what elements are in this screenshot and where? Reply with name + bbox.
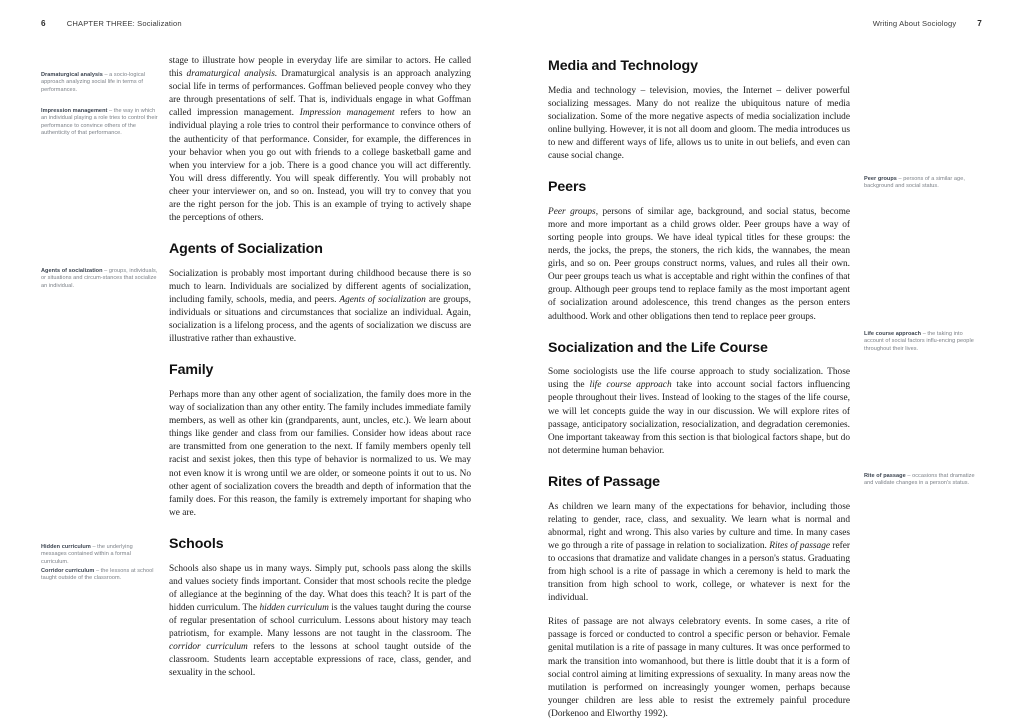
left-text-column <box>169 55 471 680</box>
heading-peers: Peers <box>548 179 587 196</box>
margin-note-definition: – the taking into account of social factors influ-encing people throughout their lives. <box>864 331 974 352</box>
paragraph-agents <box>169 268 471 347</box>
margin-note-rite-of-passage <box>864 473 982 488</box>
paragraph-dramaturgy <box>169 55 471 225</box>
heading-family: Family <box>169 362 214 379</box>
margin-note-life-course-approach <box>864 331 982 353</box>
italic-term-corridor-curriculum: corridor curriculum <box>169 642 248 653</box>
margin-note-definition: – the way in which an individual playing a role tries to control their performance to convince others of the authenticity of that performance. <box>41 108 158 137</box>
right-text-column <box>548 55 850 721</box>
italic-term-dramaturgical-analysis: dramaturgical analysis. <box>186 69 278 80</box>
paragraph-rites-2: Rites of passage are not always celebratory events. In some cases, a rite of passage is forced or conducted to control a specific person or behavior. Female genital mutilation is a rite of passage in many cultures. It was once performed to mark the transition into womanhood, but there is little doubt that it is a form of social control aiming at limiting expressions of sexuality. In many areas now the mutilation is performed on increasingly younger women, perhaps because younger children are less able to resist the extremely painful procedure (Dorkenoo and Elworthy 1992). <box>548 617 850 719</box>
margin-note-definition: – occasions that dramatize and validate changes in a person's status. <box>864 473 975 487</box>
text-run: stage to illustrate how people in everyday life are similar to actors. He called this <box>169 56 471 80</box>
right-running-head-text: Writing About Sociology <box>872 19 957 28</box>
italic-term-peer-groups: Peer groups, <box>548 206 599 217</box>
text-run: is the values taught during the course of regular presentation of school curriculum. Lessons about history may teach patriotism, for example. Many lessons are not taught in the classroom. The <box>169 602 471 640</box>
heading-media-and-technology: Media and Technology <box>548 58 698 74</box>
margin-note-term: Agents of socialization <box>41 268 103 274</box>
text-run: Socialization is probably most important during childhood because there is so much to learn. Individuals are socialized by different agents of socialization, including family, schools, media, and peers. <box>169 268 471 306</box>
text-run: refers to how an individual playing a role tries to control their performance to convince others of the authenticity of that performance. Consider, for example, the differences in your behavior when you go out with friends to a college basketball game and when you interview for a job. There is a good chance you will act differently. You will dress differently. You will speak differently. You will probably not cheer your interviewer on, and so on. Instead, you will try to convey that you are the right person for the job. This is an example of trying to actively shape the perceptions of others. <box>169 108 471 224</box>
text-run: are groups, individuals or situations and circumstances that socialize an individual. Again, socialization is a lifelong process, and the agents of socialization we discuss are illustrative rather than exhaustive. <box>169 295 471 345</box>
italic-term-impression-management: Impression management <box>299 108 395 119</box>
italic-term-hidden-curriculum: hidden curriculum <box>259 602 329 613</box>
margin-note-term: Impression management <box>41 108 108 114</box>
left-running-head-text: CHAPTER THREE: Socialization <box>66 19 182 28</box>
margin-note-peer-groups <box>864 176 982 191</box>
text-run: Some sociologists use the life course approach to study socialization. Those using the <box>548 367 850 391</box>
paragraph-peers <box>548 206 850 324</box>
text-run: take into account social factors influencing people throughout their lives. Instead of looking to the stages of the life course, we will let concepts guide the way in our discussion. We will explore rites of passage, anticipatory socialization, resocialization, and degradation ceremonies. One important takeaway from this section is that biological factors shape, but do not determine human behavior. <box>548 380 850 456</box>
paragraph-rites-1 <box>548 501 850 606</box>
right-folio: 7 <box>977 19 982 28</box>
margin-note-definition: – persons of a similar age, background and social status. <box>864 176 965 190</box>
right-running-head <box>873 19 982 28</box>
heading-rites-of-passage: Rites of Passage <box>548 473 660 490</box>
margin-note-agents-of-socialization <box>41 268 159 290</box>
margin-note-definition: – groups, individuals, or situations and circum-stances that socialize an individual. <box>41 268 158 289</box>
italic-term-rites-of-passage: Rites of passage <box>769 540 831 551</box>
text-run: persons of similar age, background, and social status, become more and more important as a child grows older. Peer groups have a way of sorting people into groups. We have ideal typical titles for these groups: the nerds, the jocks, the preps, the stoners, the rich kids, the wannabes, the mean girls, and so on. Peer groups construct norms, values, and rules all their own. Our peer groups teach us what is acceptable and right within the confines of that group. Although peer groups tend to replace family as the most important agent of socialization around adolescence, this trend changes as the person enters adulthood. Work and other obligations then tend to replace peer groups. <box>548 206 850 322</box>
margin-note-term: Peer groups <box>864 176 897 182</box>
margin-note-hidden-curriculum <box>41 544 159 566</box>
left-folio: 6 <box>41 19 46 28</box>
text-run: refer to occasions that dramatize and validate changes in a person's status. Graduating from high school is a rite of passage in which a ceremony is held to mark the transition from high school to work, college, or whatever is next for the individual. <box>548 540 850 604</box>
margin-note-definition: – the lessons at school taught outside of the classroom. <box>41 568 154 582</box>
italic-term-agents-of-socialization: Agents of socialization <box>339 295 426 306</box>
margin-note-definition: – a socio-logical approach analyzing social life in terms of performances. <box>41 72 146 93</box>
left-running-head <box>41 19 182 28</box>
heading-agents-of-socialization: Agents of Socialization <box>169 241 323 258</box>
margin-note-corridor-curriculum <box>41 568 159 583</box>
text-run: As children we learn many of the expectations for behavior, including those relating to gender, race, class, and sexuality. We learn what is normal and abnormal, right and wrong. This also varies by culture and time. In many cases we go through a rite of passage in relation to socialization. <box>548 501 850 551</box>
right-page <box>512 0 1024 719</box>
margin-note-term: Dramaturgical analysis <box>41 72 103 78</box>
heading-schools: Schools <box>169 535 224 552</box>
heading-socialization-and-the-life-course: Socialization and the Life Course <box>548 339 768 356</box>
paragraph-media: Media and technology – television, movies, the Internet – deliver powerful socializing messages. Many do not realize the ubiquitous nature of media socialization. Some of the more negative aspects of media socialization include online bullying. However, it is not all doom and gloom. The media introduces us to new and different ways of life, allows us to unite in out beliefs, and even can cause social change. <box>548 85 850 162</box>
text-run: refers to the lessons at school taught outside of the classroom. Students learn acceptable expressions of race, class, gender, and sexuality in the school. <box>169 642 471 679</box>
margin-note-term: Hidden curriculum <box>41 544 91 550</box>
paragraph-family: Perhaps more than any other agent of socialization, the family does more in the way of socialization than any other entity. The family includes immediate family members, as well as other kin (grandparents, aunt, uncles, etc.). We learn about things like gender and class from our families. Consider how ideas about race are transmitted from one generation to the next. If family members openly tell racist and sexist jokes, then this type of behavior is normalized to us. We may not even know it is wrong until we are older, or someone points it out to us. No other agent of socialization covers the breadth and depth of information that the family does. For this reason, the family is extremely important for shaping who we are. <box>169 390 471 518</box>
margin-note-dramaturgical-analysis <box>41 72 159 94</box>
margin-note-term: Corridor curriculum <box>41 568 95 574</box>
margin-note-impression-management <box>41 108 159 138</box>
margin-note-term: Life course approach <box>864 331 922 337</box>
margin-note-definition: – the underlying messages contained within a formal curriculum. <box>41 544 133 565</box>
paragraph-life-course <box>548 366 850 458</box>
text-run: Schools also shape us in many ways. Simply put, schools pass along the skills and values society finds important. Consider that most schools recite the pledge of allegiance at the beginning of the day. What does this teach? It is part of the hidden curriculum. The <box>169 563 471 613</box>
text-run: Dramaturgical analysis is an approach analyzing social life in terms of performances. Goffman believed people convey who they are through presentations of self. That is, individuals engage in what Goffman called impression management. <box>169 69 471 119</box>
margin-note-term: Rite of passage <box>864 473 906 479</box>
left-page <box>0 0 512 679</box>
italic-term-life-course-approach: life course approach <box>589 380 672 391</box>
